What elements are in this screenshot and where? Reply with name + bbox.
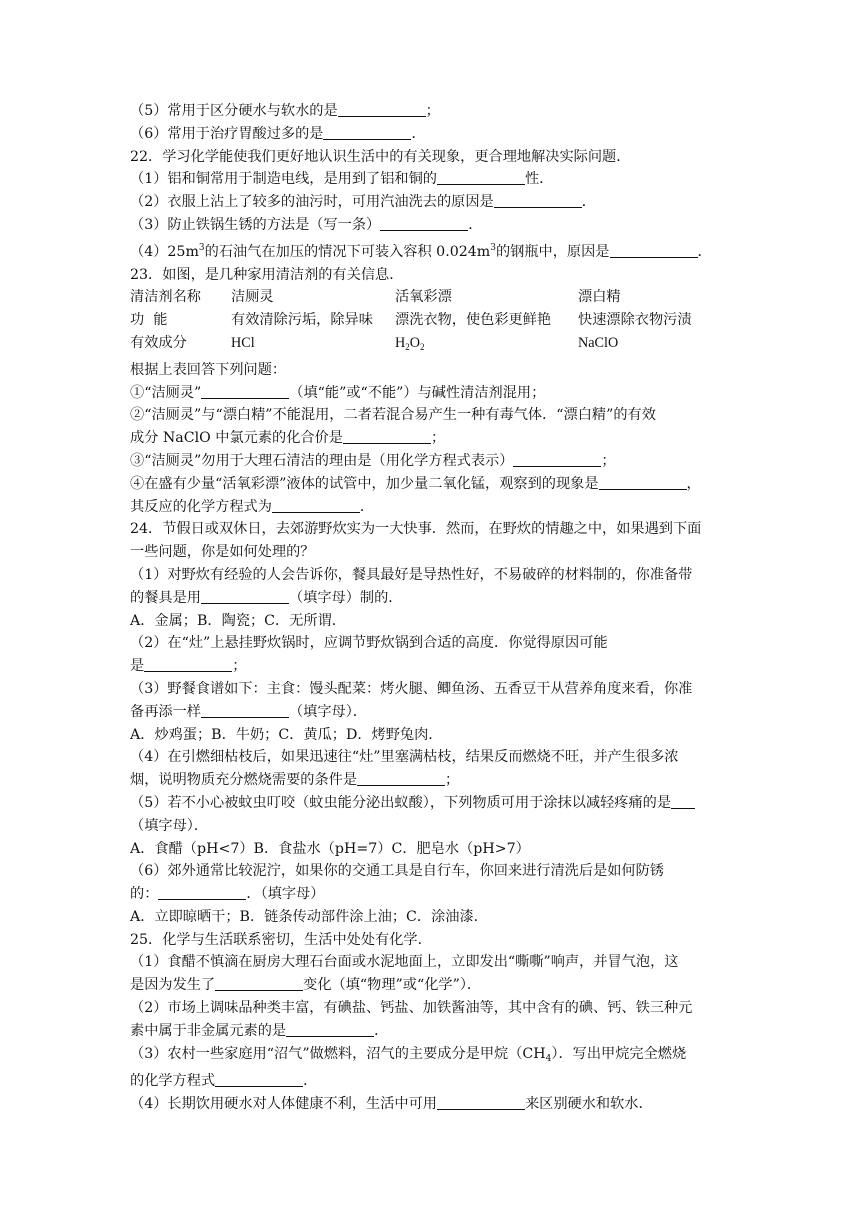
q22-item-3-text: （3）防止铁锅生锈的方法是（写一条） <box>130 216 381 233</box>
q23-item-4-text: ④在盛有少量“活氧彩漂”液体的试管中，加少量二氧化锰，观察到的现象是 <box>130 475 599 492</box>
q25-item-1-text: 是因为发生了 <box>130 977 216 994</box>
q24-item-3-text: 备再添一样 <box>130 703 201 720</box>
answer-blank[interactable] <box>201 702 289 718</box>
cleaner-info-table <box>130 286 692 358</box>
q24-item-1-tail: （填字母）制的． <box>288 589 403 606</box>
q24-item-5-line1 <box>130 792 730 815</box>
answer-blank[interactable] <box>380 215 468 231</box>
answer-blank[interactable] <box>357 770 445 786</box>
subscript: 2 <box>420 341 425 352</box>
subscript: 2 <box>405 341 410 352</box>
formula-part: H <box>395 334 406 351</box>
answer-blank[interactable] <box>343 428 431 444</box>
punct: ； <box>445 772 460 789</box>
answer-blank[interactable] <box>338 101 426 117</box>
q21-item-6-text: （6）常用于治疗胃酸过多的是 <box>130 125 324 142</box>
q23-item-2-text: 成分 NaClO 中氯元素的化合价是 <box>130 430 343 447</box>
answer-blank[interactable] <box>671 793 695 809</box>
q25-item-4 <box>130 1093 730 1116</box>
answer-blank[interactable] <box>286 1021 374 1037</box>
punct: ． <box>581 194 596 211</box>
q22-item-4-text2: 的石油气在加压的情况下可装入容积 0.024m <box>204 243 491 260</box>
subscript: 4 <box>545 1053 552 1064</box>
q24-item-4-line1: （4）在引燃细枯枝后，如果迅速往“灶”里塞满枯枝，结果反而燃烧不旺，并产生很多浓 <box>130 749 679 766</box>
q24-item-2-text: 是 <box>130 658 145 675</box>
q22-title: 22．学习化学能使我们更好地认识生活中的有关现象，更合理地解决实际问题． <box>130 148 631 165</box>
q23-item-1-text: ①“洁厕灵” <box>130 384 202 401</box>
q24-item-6-line1: （6）郊外通常比较泥泞，如果你的交通工具是自行车，你回来进行清洗后是如何防锈 <box>130 863 664 880</box>
table-row <box>130 332 692 359</box>
answer-blank[interactable] <box>215 1071 303 1087</box>
punct: ． <box>411 125 426 142</box>
table-cell: 漂洗衣物，使色彩更鲜艳 <box>395 312 552 329</box>
q23-title: 23．如图，是几种家用清洁剂的有关信息． <box>130 266 404 283</box>
q23-item-3 <box>130 450 730 473</box>
q25-item-1-line1: （1）食醋不慎滴在厨房大理石台面或水泥地面上，立即发出“嘶嘶”响声，并冒气泡，这 <box>130 954 679 971</box>
superscript: 3 <box>490 242 496 253</box>
answer-blank[interactable] <box>215 975 303 991</box>
q25-item-3-line1 <box>130 1043 730 1071</box>
q25-item-1-tail: 变化（填“物理”或“化学”）． <box>303 977 482 994</box>
punct: ； <box>430 430 446 447</box>
q24-item-1-line1: （1）对野炊有经验的人会告诉你，餐具最好是导热性好，不易破碎的材料制的，你准备带 <box>130 566 693 583</box>
punct: ． <box>359 498 375 515</box>
table-cell: 功 能 <box>130 312 168 329</box>
q22-item-4-text3: 的钢瓶中，原因是 <box>495 243 610 260</box>
q24-item-1-options: A．金属；B．陶瓷；C．无所谓． <box>130 612 346 629</box>
answer-blank[interactable] <box>610 242 698 258</box>
punct: ． <box>468 216 483 233</box>
q25-title: 25．化学与生活联系密切，生活中处处有化学． <box>130 931 432 948</box>
q24-item-1-line2 <box>130 587 730 610</box>
answer-blank[interactable] <box>437 1094 525 1110</box>
punct: ； <box>232 658 247 675</box>
q25-item-3-line2 <box>130 1070 730 1093</box>
answer-blank[interactable] <box>599 474 687 490</box>
q25-item-2-line2 <box>130 1020 730 1043</box>
punct: ． <box>374 1022 389 1039</box>
q24-item-6-options: A．立即晾晒干；B．链条传动部件涂上油；C．涂油漆． <box>130 908 488 925</box>
q23-item-2-line2 <box>130 427 730 450</box>
punct: ； <box>425 103 440 119</box>
q24-item-1-text: 的餐具是用 <box>130 589 201 606</box>
answer-blank[interactable] <box>513 451 601 467</box>
table-cell: 活氧彩漂 <box>395 289 452 306</box>
q25-item-3-text: （3）农村一些家庭用“沼气”做燃料，沼气的主要成分是甲烷（CH <box>130 1045 546 1062</box>
table-cell: 清洁剂名称 <box>130 289 201 306</box>
q24-item-5-line2: （填字母）． <box>130 817 209 834</box>
superscript: 3 <box>198 242 205 253</box>
q24-item-3-tail: （填字母）． <box>288 703 367 720</box>
q24-title-line2: 一些问题，你是如何处理的？ <box>130 544 315 561</box>
table-row <box>130 309 692 332</box>
q24-item-6-text: 的： <box>130 886 159 903</box>
q24-item-2-line2 <box>130 655 730 678</box>
q24-item-3-line1: （3）野餐食谱如下：主食：馒头配菜：烤火腿、鲫鱼汤、五香豆干从营养角度来看，你准 <box>130 680 693 697</box>
answer-blank[interactable] <box>323 124 411 140</box>
q21-item-5 <box>130 100 730 123</box>
answer-blank[interactable] <box>494 192 582 208</box>
q24-item-2-line1: （2）在“灶”上悬挂野炊锅时，应调节野炊锅到合适的高度．你觉得原因可能 <box>130 635 608 652</box>
q23-item-1 <box>130 382 730 405</box>
table-cell: 漂白精 <box>578 289 621 306</box>
table-cell: 有效成分 <box>130 334 187 351</box>
table-cell: 有效清除污垢，除异味 <box>231 312 373 329</box>
q22-item-1 <box>130 168 730 191</box>
q25-item-2-line1: （2）市场上调味品种类丰富，有碘盐、钙盐、加铁酱油等，其中含有的碘、钙、铁三种元 <box>130 1000 693 1017</box>
q25-item-3-text2: ）．写出甲烷完全燃烧 <box>551 1045 687 1062</box>
q23-item-1-tail: （填“能”或“不能”）与碱性清洁剂混用； <box>289 384 546 401</box>
table-cell: HCl <box>231 334 255 351</box>
q24-item-3-options: A．炒鸡蛋；B．牛奶；C．黄瓜；D．烤野兔肉． <box>130 726 443 743</box>
q24-item-5-options: A．食醋（pH<7）B．食盐水（pH=7）C．肥皂水（pH>7） <box>130 840 530 857</box>
q22-item-4 <box>130 237 730 264</box>
q23-item-4-text2: 其反应的化学方程式为 <box>130 498 272 515</box>
q25-item-2-text: 素中属于非金属元素的是 <box>130 1022 287 1039</box>
q22-item-1-tail: 性． <box>524 171 554 188</box>
table-cell: 快速漂除衣物污渍 <box>578 312 692 329</box>
q22-item-1-text: （1）铝和铜常用于制造电线，是用到了铝和铜的 <box>130 171 437 188</box>
q24-title-line1: 24．节假日或双休日，去郊游野炊实为一大快事．然而，在野炊的情趣之中，如果遇到下面 <box>130 521 702 538</box>
q23-intro: 根据上表回答下列问题： <box>130 361 287 378</box>
q25-item-1-line2 <box>130 974 730 997</box>
q24-item-4-line2 <box>130 769 730 792</box>
q23-item-4-line2 <box>130 496 730 519</box>
q21-item-6 <box>130 123 730 146</box>
q21-item-5-text: （5）常用于区分硬水与软水的是 <box>130 103 338 119</box>
table-cell: NaClO <box>578 334 619 351</box>
answer-blank[interactable] <box>201 383 289 399</box>
q22-item-2-text: （2）衣服上沾上了较多的油污时，可用汽油洗去的原因是 <box>130 194 494 211</box>
punct: ； <box>601 452 616 469</box>
q23-item-3-text: ③“洁厕灵”勿用于大理石清洁的理由是（用化学方程式表示） <box>130 452 514 469</box>
q25-item-3-text3: 的化学方程式 <box>130 1073 216 1090</box>
q22-item-3 <box>130 214 730 237</box>
answer-blank[interactable] <box>201 588 289 604</box>
table-row <box>130 286 692 309</box>
formula-part: O <box>409 334 420 351</box>
answer-blank[interactable] <box>144 656 232 672</box>
q22-item-2 <box>130 191 730 214</box>
q23-item-4-line1 <box>130 473 730 496</box>
q25-item-4-text: （4）长期饮用硬水对人体健康不利，生活中可用 <box>130 1096 437 1113</box>
answer-blank[interactable] <box>272 497 360 513</box>
table-cell-h2o2 <box>395 332 578 359</box>
q24-item-3-line2 <box>130 701 730 724</box>
q25-item-4-tail: 来区别硬水和软水． <box>524 1096 653 1113</box>
q24-item-4-text: 烟，说明物质充分燃烧需要的条件是 <box>130 772 358 789</box>
punct: ． <box>303 1073 318 1090</box>
q24-item-6-tail: ．（填字母） <box>246 886 325 903</box>
q23-item-2-line1: ②“洁厕灵”与“漂白精”不能混用，二者若混合易产生一种有毒气体．“漂白精”的有效 <box>130 407 656 424</box>
answer-blank[interactable] <box>437 169 525 185</box>
answer-blank[interactable] <box>158 884 246 900</box>
punct: ． <box>697 243 712 260</box>
exam-page <box>130 100 730 1116</box>
q24-item-5-text: （5）若不小心被蚊虫叮咬（蚊虫能分泌出蚁酸），下列物质可用于涂抹以减轻疼痛的是 <box>130 794 672 811</box>
table-cell: 洁厕灵 <box>231 289 274 306</box>
punct: ， <box>686 475 701 492</box>
q24-item-6-line2 <box>130 883 730 906</box>
q22-item-4-text: （4）25m <box>130 243 199 260</box>
